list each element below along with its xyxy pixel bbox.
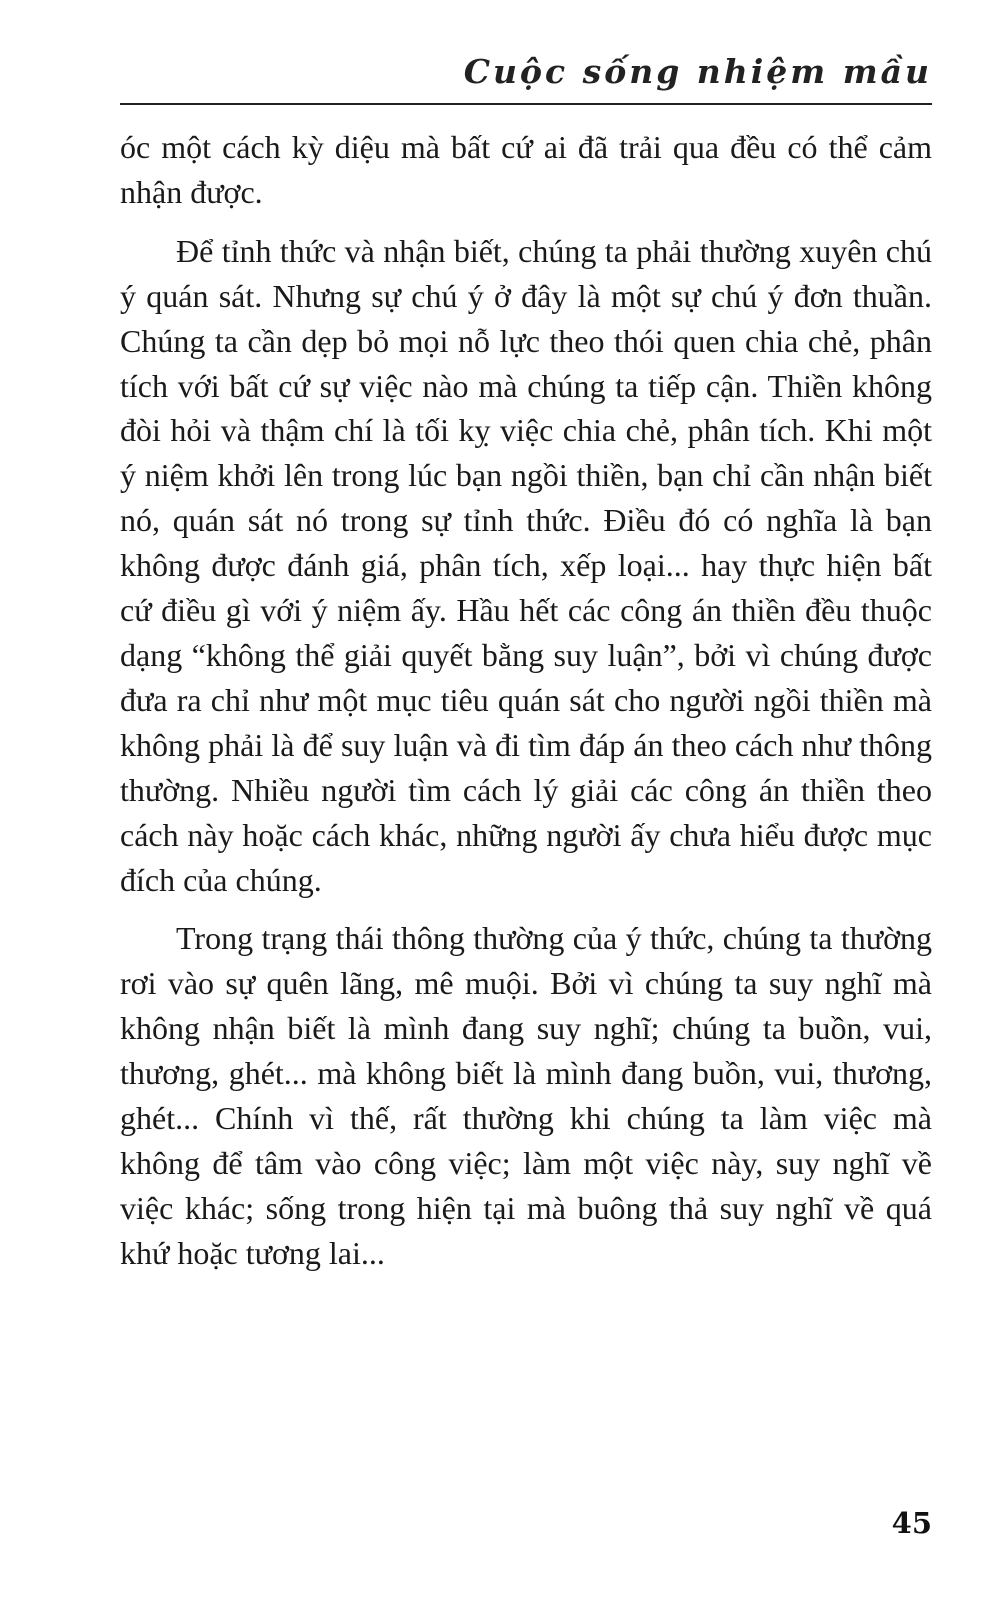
paragraph-ordinary-consciousness: Trong trạng thái thông thường của ý thức, chúng ta thường rơi vào sự quên lãng, mê muội. Bởi vì chúng ta suy nghĩ mà không nhận biết là mình đang suy nghĩ; chúng ta buồn, vui, thương, ghét... mà không biết là mình đang buồn, vui, thương, ghét... Chính vì thế, rất thường khi chúng ta làm việc mà không để tâm vào công việc; làm một việc này, suy nghĩ về việc khác; sống trong hiện tại mà buông thả suy nghĩ về quá khứ hoặc tương lai... <box>120 920 932 1271</box>
running-header-title: Cuộc sống nhiệm mầu <box>463 52 932 91</box>
paragraph-mindfulness: Để tỉnh thức và nhận biết, chúng ta phải thường xuyên chú ý quán sát. Nhưng sự chú ý ở đây là một sự chú ý đơn thuần. Chúng ta cần dẹp bỏ mọi nỗ lực theo thói quen chia chẻ, phân tích với bất cứ sự việc nào mà chúng ta tiếp cận. Thiền không đòi hỏi và thậm chí là tối kỵ việc chia chẻ, phân tích. Khi một ý niệm khởi lên trong lúc bạn ngồi thiền, bạn chỉ cần nhận biết nó, quán sát nó trong sự tỉnh thức. Điều đó có nghĩa là bạn không được đánh giá, phân tích, xếp loại... hay thực hiện bất cứ điều gì với ý niệm ấy. Hầu hết các công án thiền đều thuộc dạng “không thể giải quyết bằng suy luận”, bởi vì chúng được đưa ra chỉ như một mục tiêu quán sát cho người ngồi thiền mà không phải là để suy luận và đi tìm đáp án theo cách như thông thường. Nhiều người tìm cách lý giải các công án thiền theo cách này hoặc cách khác, những người ấy chưa hiểu được mục đích của chúng. <box>120 232 932 898</box>
header-rule <box>120 103 932 105</box>
page-number: 45 <box>891 1506 932 1540</box>
paragraph-continued: óc một cách kỳ diệu mà bất cứ ai đã trải qua đều có thể cảm nhận được. <box>120 129 932 210</box>
body-text <box>120 125 932 1290</box>
